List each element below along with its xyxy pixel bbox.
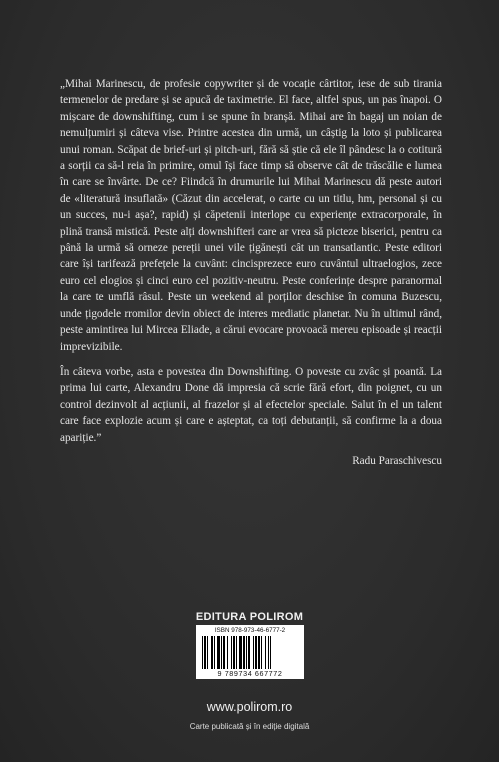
blurb-text [60,76,442,469]
author-signature: Radu Paraschivescu [352,454,442,467]
isbn-label: ISBN 978-973-46-6777-2 [214,627,286,634]
barcode-bars [202,636,298,669]
blurb-paragraph-2: În câteva vorbe, asta e povestea din Downshifting. O poveste cu zvâc și poantă. La prima lui carte, Alexandru Done dă impresia că scrie fără efort, din poignet, cu un control dezinvolt al acțiunii, al frazelor și al efectelor speciale. Salut în el un talent care face explozie acum și care e așteptat, ca toți debutanții, să confirme la a doua apariție.” [60,365,442,444]
publisher-website: www.polirom.ro [206,700,293,714]
barcode [196,625,304,679]
barcode-stripe [271,636,273,669]
publisher-name: EDITURA POLIROM [195,611,304,623]
digital-edition-note: Carte publicată și în ediție digitală [189,722,310,731]
barcode-digits: 9 789734 667772 [217,669,283,678]
blurb-paragraph-1: „Mihai Marinescu, de profesie copywriter și de vocație cârtitor, iese de sub tirania termenelor de predare și se apucă de taximetrie. El face, altfel spus, un pas înapoi. O mișcare de downshifting, cum i se spune în branșă. Mihai are în bagaj un noian de nemulțumiri și câteva vise. Printre acestea din urmă, un câștig la loto și publicarea unui roman. Scăpat de brief-uri și pitch-uri, fără să știe că ele îl pândesc la o cotitură a sorții ca să-l reia în primire, omul își face timp să observe cât de trăscălie e lumea în care se învârte. De ce? Fiindcă în drumurile lui Mihai Marinescu dă peste autori de «literatură insuflată» (Căzut din accelerat, o carte cu un titlu, hm, personal și cu un succes, nu-i așa?, rapid) și căpetenii interlope cu experiențe extracorporale, în plină transă mistică. Peste alți downshifteri care ar vrea să picteze biserici, pentru ca până la urmă să orneze pereții unei vile țigănești cât un transatlantic. Peste editori care își tarifează prefețele la cuvânt: cincisprezece euro cuvântul ultraelogios, zece euro cel elogios și cinci euro cel pozitiv-neutru. Peste conferințe despre paranormal la care te umflă râsul. Peste un weekend al porților deschise în comuna Buzescu, unde țigodele rromilor devin obiect de interes mediatic planetar. Nu în ultimul rând, peste amintirea lui Mircea Eliade, a cărui evocare provoacă mereu episoade și reacții imprevizibile. [60,78,442,353]
